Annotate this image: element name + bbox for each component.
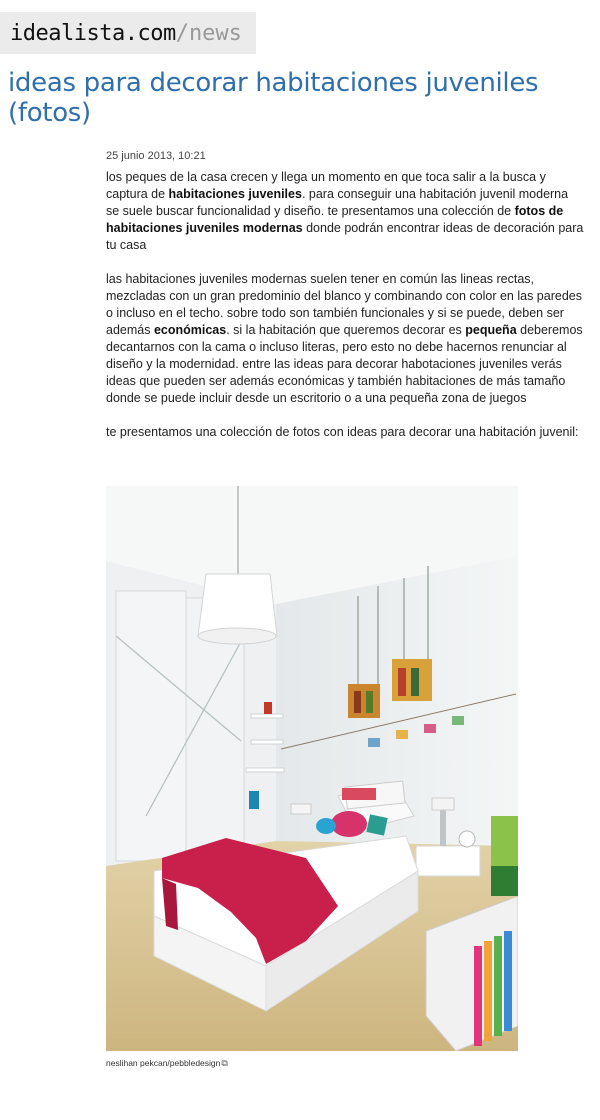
text-run: deberemos decantarnos con la cama o incluso literas, pero esto no debe hacernos renunciar al diseño y la modernidad. entre las ideas para decorar habotaciones juveniles verás ideas que pueden ser además económicas y también habitaciones de más tamaño donde se puede incluir desde un escritorio o a una pequeña zona de juegos	[106, 323, 583, 405]
paragraph-1	[106, 169, 584, 254]
text-run: las habitaciones juveniles modernas suelen tener en común las lineas rectas, mezcladas con un gran predominio del blanco y combinando con color en las paredes o incluso en el techo. sobre todo son también funcionales y si se puede, deben ser además	[106, 272, 582, 337]
bold-phrase: habitaciones juveniles	[168, 187, 302, 201]
bold-phrase: pequeña	[465, 323, 517, 337]
article-date: 25 junio 2013, 10:21	[106, 150, 206, 162]
external-link-icon: ⧉	[221, 1058, 228, 1068]
site-logo[interactable]	[0, 12, 256, 54]
paragraph-3: te presentamos una colección de fotos con ideas para decorar una habitación juvenil:	[106, 425, 579, 439]
text-run: . si la habitación que queremos decorar es	[226, 323, 466, 337]
photo-credit-text: neslihan pekcan/pebbledesign	[106, 1058, 221, 1068]
logo-text: idealista.com	[10, 20, 176, 46]
article-title: ideas para decorar habitaciones juveniles (fotos)	[8, 68, 539, 128]
text-run: . para conseguir una habitación juvenil moderna se suele buscar funcionalidad y diseño. te presentamos una colección de	[106, 187, 569, 218]
photo-credit[interactable]	[106, 1058, 228, 1069]
bedroom-photo	[106, 486, 518, 1051]
text-run: los peques de la casa crecen y llega un momento en que toca salir a la busca y captura de	[106, 170, 546, 201]
paragraph-2	[106, 271, 584, 407]
logo-slash: /	[175, 20, 189, 46]
logo-section: news	[188, 20, 242, 46]
text-run: donde podrán encontrar ideas de decoración para tu casa	[106, 221, 584, 252]
bold-phrase: económicas	[153, 323, 227, 337]
article-body	[106, 150, 584, 458]
bold-phrase: fotos de habitaciones juveniles modernas	[106, 204, 564, 235]
